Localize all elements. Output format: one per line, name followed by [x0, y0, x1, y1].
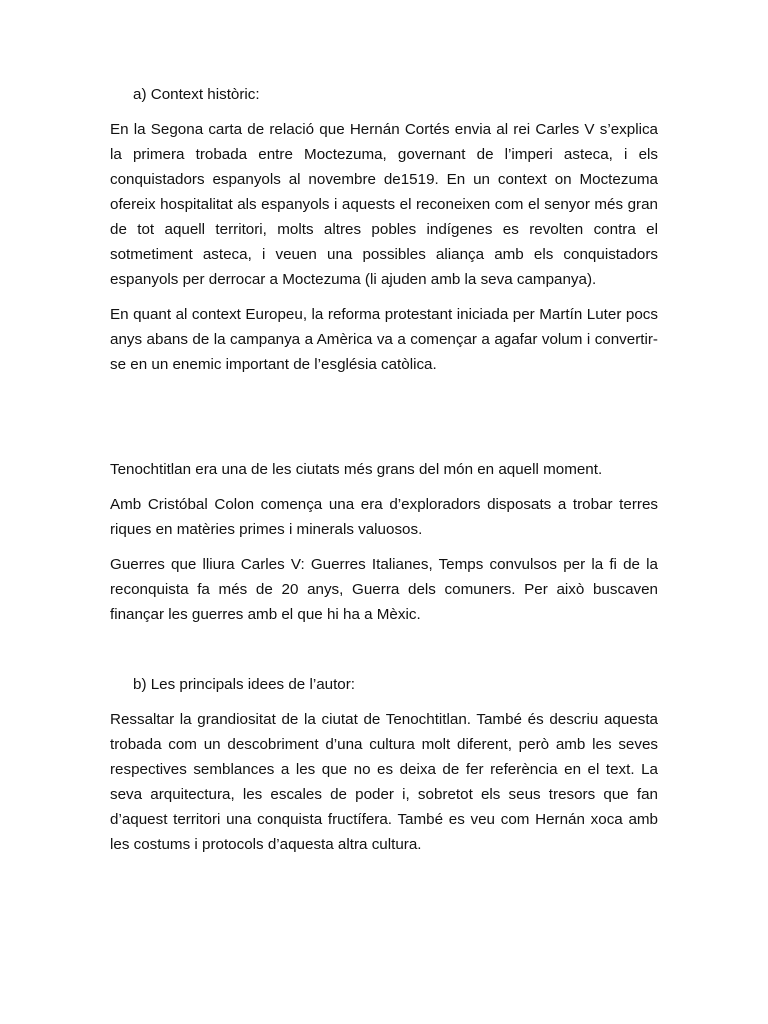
section-b-heading: b) Les principals idees de l’autor:	[133, 676, 356, 693]
note-paragraph-1: Tenochtitlan era una de les ciutats més grans del món en aquell moment.	[110, 461, 603, 478]
section-a-heading: a) Context històric:	[133, 86, 260, 103]
section-a-paragraph-1: En la Segona carta de relació que Hernán Cortés envia al rei Carles V s’explica la primera trobada entre Moctezuma, governant de l’imperi asteca, i els conquistadors espanyols al novembre de1519. En un context on Moctezuma ofereix hospitalitat als espanyols i aquests el reconeixen com el senyor més gran de tot aquell territori, molts altres pobles indígenes es revolten contra el sotmetiment asteca, i veuen una possibles aliança amb els conquistadors espanyols per derrocar a Moctezuma (li ajuden amb la seva campanya).	[110, 121, 658, 288]
section-b-paragraph-1: Ressaltar la grandiositat de la ciutat de Tenochtitlan. També és descriu aquesta trobada com un descobriment d’una cultura molt diferent, però amb les seves respectives semblances a les que no es deixa de fer referència en el text. La seva arquitectura, les escales de poder i, sobretot els seus tresors que fan d’aquest territori una conquista fructífera. També es veu com Hernán xoca amb les costums i protocols d’aquesta altra cultura.	[110, 711, 658, 853]
note-paragraph-3: Guerres que lliura Carles V: Guerres Italianes, Temps convulsos per la fi de la reconquista fa més de 20 anys, Guerra dels comuners. Per això buscaven finançar les guerres amb el que hi ha a Mèxic.	[110, 556, 658, 623]
section-a-paragraph-2: En quant al context Europeu, la reforma protestant iniciada per Martín Luter pocs anys abans de la campanya a Amèrica va a començar a agafar volum i convertir-se en un enemic important de l’església catòlica.	[110, 306, 658, 373]
note-paragraph-2: Amb Cristóbal Colon comença una era d’exploradors disposats a trobar terres riques en matèries primes i minerals valuosos.	[110, 496, 658, 538]
